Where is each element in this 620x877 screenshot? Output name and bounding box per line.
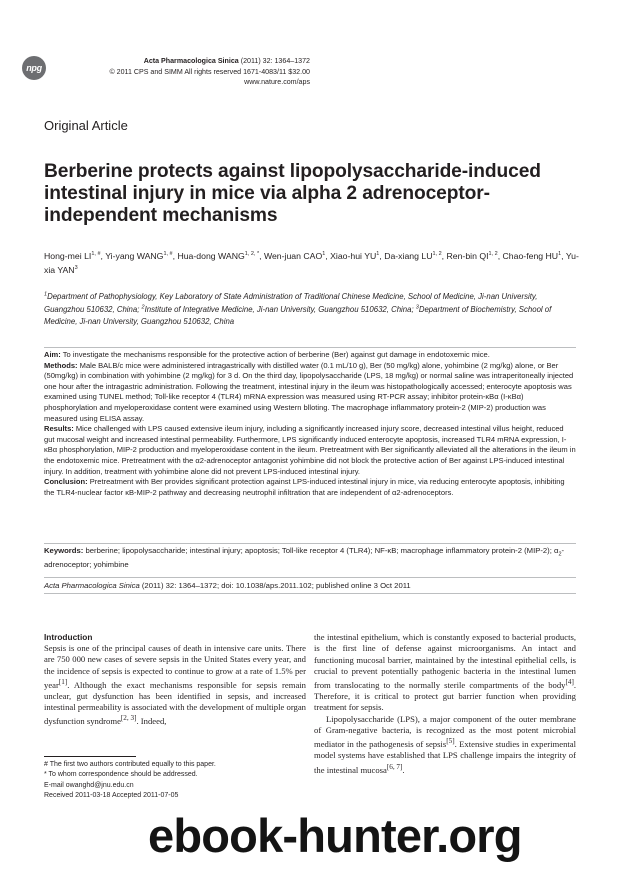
abstract-conclusion: Conclusion: Pretreatment with Ber provides significant protection against LPS-induced intestinal injury in mice, via reducing enterocyte apoptosis, inhibiting the TLR4-nuclear factor κB-MIP-2 pathway and decreasing neutrophil infiltration that are independent of α2-adrenoceptors.	[44, 477, 565, 497]
citation-line: Acta Pharmacologica Sinica (2011) 32: 1364–1372; doi: 10.1038/aps.2011.102; published online 3 Oct 2011	[44, 577, 576, 591]
masthead	[60, 56, 310, 88]
journal-url[interactable]: www.nature.com/aps	[244, 78, 310, 86]
abstract-aim: Aim: To investigate the mechanisms responsible for the protective action of berberine (Ber) against gut damage in endotoxemic mice.	[44, 350, 490, 359]
keywords: Keywords: berberine; lipopolysaccharide; intestinal injury; apoptosis; Toll-like receptor 4 (TLR4); NF-κB; macrophage inflammatory protein-2 (MIP-2); $\alpha_2$-adrenoceptor; yohimbine	[44, 543, 576, 571]
intro-right-column	[314, 632, 576, 776]
watermark: ebook-hunter.org	[148, 809, 522, 862]
author: Xiao-hui $YU^1$	[330, 251, 380, 261]
footnotes	[44, 760, 306, 802]
author: Yu-xia YAN$^3$	[44, 251, 579, 275]
author: Hong-mei $LI^{1, \#}$	[44, 251, 101, 261]
paragraph: Lipopolysaccharide (LPS), a major component of the outer membrane of Gram-negative bacteria, is recognized as the most potent microbial mediator in the pathogenesis of sepsis[5]. Extensive studies in experimental model systems have established that LPS challenge impairs the integrity of the intestinal mucosa[6, 7].	[314, 713, 577, 775]
footnote-divider	[44, 756, 136, 757]
author-list: Hong-mei $LI^{1, \#}$, Yi-yang $WANG^{1, \#}$, Hua-dong $WANG^{1, 2, *}$, Wen-juan CAO$^1$, Xiao-hui $YU^1$, Da-xiang LU$^{1, 2}$, Ren-bin QI$^{1, 2}$, Chao-feng $HU^1$, Yu-xia YAN$^3$	[44, 251, 579, 275]
author: Hua-dong $WANG^{1, 2, *}$	[177, 251, 260, 261]
journal-name: Acta Pharmacologica Sinica	[143, 57, 239, 65]
abstract-results: Results: Mice challenged with LPS caused extensive ileum injury, including a significantly increased injury score, decreased intestinal villus height, reduced gut mucosal weight and increased intestinal permeability. Furthermore, LPS significantly induced enterocyte apoptosis, increased TLR4 mRNA expression, I-κBα phosphorylation, MIP-2 production and myeloperoxidase content in the ileum. Pretreatment with Ber significantly alleviated all the alterations in the ileum in the endotoxemic mice. Pretreatment with the α2-adrenoceptor antagonist yohimbine did not block the protective action of Ber against LPS-induced intestinal injury. In addition, treatment with yohimbine alone did not prevent LPS-induced intestinal injury.	[44, 424, 576, 476]
abstract	[44, 347, 576, 498]
author: Yi-yang $WANG^{1, \#}$	[105, 251, 173, 261]
footnote-correspondence: * To whom correspondence should be addressed.	[44, 771, 198, 779]
footnote-email[interactable]: E-mail owanghd@jnu.edu.cn	[44, 781, 134, 789]
intro-left-column	[44, 632, 306, 728]
issue-info: (2011) 32: 1364–1372	[240, 57, 310, 65]
article-title: Berberine protects against lipopolysaccharide-induced intestinal injury in mice via alpha 2 adrenoceptor-independent mechanisms	[44, 161, 541, 226]
author: Chao-feng $HU^1$	[502, 251, 562, 261]
author: Ren-bin QI$^{1, 2}$	[446, 251, 498, 261]
paragraph: Sepsis is one of the principal causes of death in intensive care units. There are 750 000 new cases of severe sepsis in the United States every year, and the incidence of sepsis is expected to continue to grow at a rate of 1.5% per year[1]. Although the exact mechanisms responsible for sepsis remain unclear, gut dysfunction has been identified in sepsis, and increased intestinal permeability is associated with the development of multiple organ dysfunction syndrome[2, 3]. Indeed,	[44, 643, 306, 727]
abstract-methods: Methods: Male BALB/c mice were administered intragastrically with distilled water (0.1 mL/10 g), Ber (50 mg/kg) alone, yohimbine (2 mg/kg) alone, or Ber (50mg/kg) in combination with yohimbine (2 mg/kg) for 3 d. On the third day, lipopolysaccharide (LPS, 18 mg/kg) or normal saline was intraperitoneally injected one hour after the intragastric administration. Following the treatment, intestinal injury in the ileum was histopathologically accessed; enterocyte apoptosis was examined using TUNEL method; Toll-like receptor 4 (TLR4) mRNA expression was measured using RT-PCR assay; inhibitor protein-κBα (I-κBα) phosphorylation and myeloperoxidase content were examined using Western blloting. The macrophage inflammatory protein-2 (MIP-2) production was measured using ELISA assay.	[44, 360, 574, 423]
paragraph: the intestinal epithelium, which is constantly exposed to bacterial products, is the first line of defense against microorganisms. An intact and functioning mucosal barrier, maintained by the intestinal epithelial cells, is crucial to prevent potentially pathogenic bacteria in the intestinal lumen from translocating to the normally sterile compartments of the body[4]. Therefore, it is critical to protect gut barrier function when providing treatment for sepsis.	[314, 632, 576, 713]
copyright-line: © 2011 CPS and SIMM All rights reserved 1671-4083/11 $32.00	[109, 67, 310, 76]
affiliations: $^1$Department of Pathophysiology, Key Laboratory of State Administration of Traditional Chinese Medicine, School of Medicine, Ji-nan University, Guangzhou 510632, China; $^2$Institute of Integrative Medicine, Ji-nan University, Guangzhou 510632, China; $^3$Department of Biochemistry, School of Medicine, Ji-nan University, Guangzhou 510632, China	[44, 291, 552, 327]
divider	[44, 593, 576, 594]
section-heading: Introduction	[44, 632, 93, 642]
section-label: Original Article	[44, 118, 128, 133]
npg-logo: npg	[22, 56, 46, 80]
footnote-dates: Received 2011-03-18 Accepted 2011-07-05	[44, 792, 179, 800]
author: Wen-juan CAO$^1$	[263, 251, 326, 261]
author: Da-xiang LU$^{1, 2}$	[384, 251, 442, 261]
footnote-equal: # The first two authors contributed equally to this paper.	[44, 761, 216, 768]
